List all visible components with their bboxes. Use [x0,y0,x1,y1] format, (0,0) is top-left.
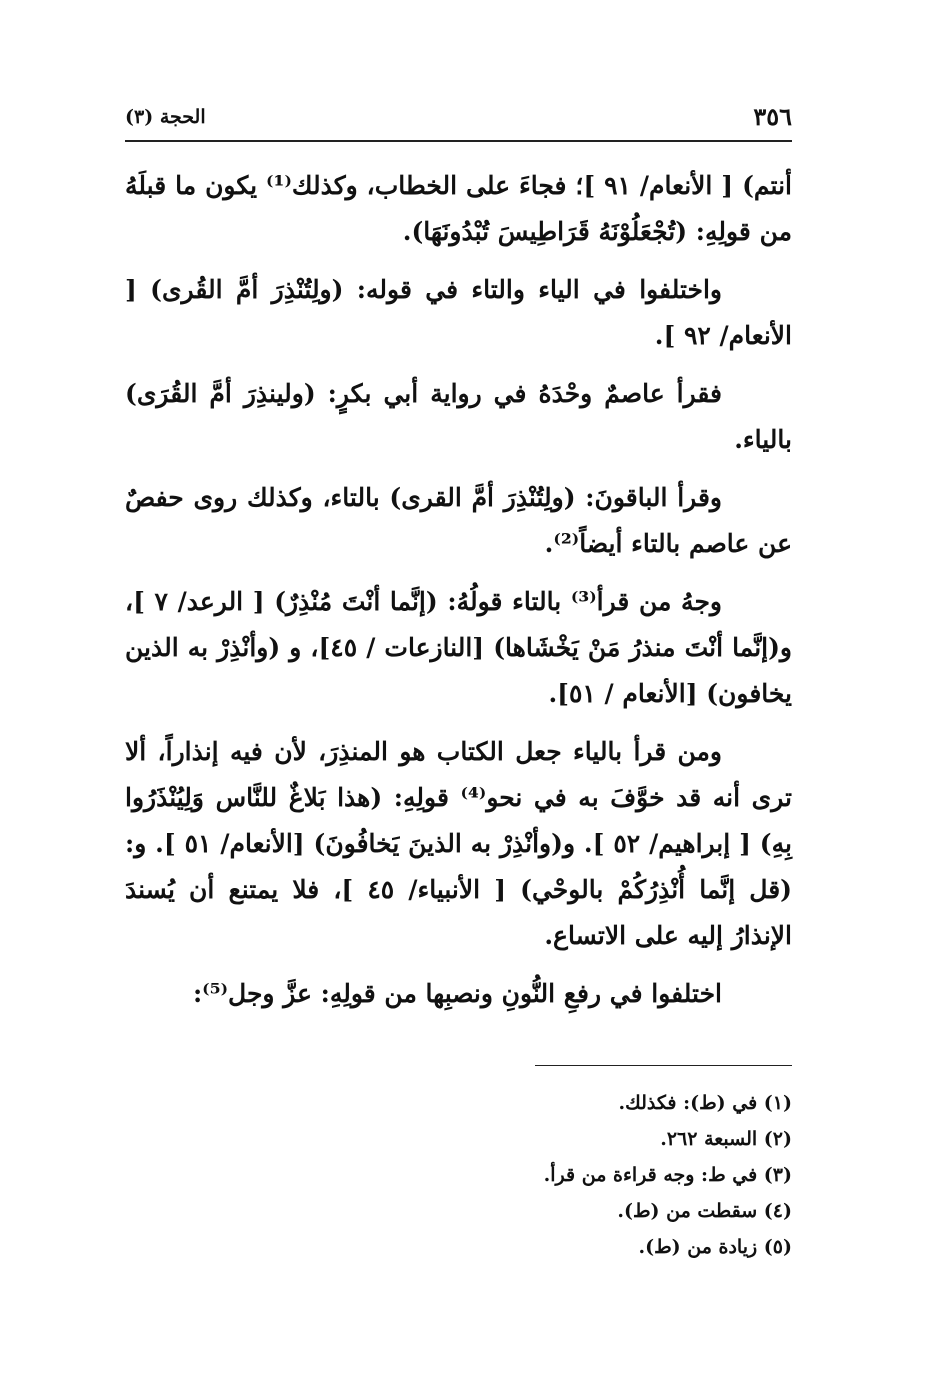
page-header [125,96,792,138]
page-number: ٣٥٦ [753,102,792,131]
paragraph: واختلفوا في الياء والتاء في قوله: (ولِتُنْذِرَ أمَّ القُرى) [ الأنعام/ ٩٢ ]. [125,275,792,350]
running-title: الحجة (٣) [125,106,206,128]
footnote: (٣) في ط: وجه قراءة من قرأ. [543,1164,792,1186]
paragraph: وجهُ من قرأ⁽³⁾ بالتاء قولُهُ: (إنَّما أنْتَ مُنْذِرٌ) [ الرعد/ ٧ ]، و(إنَّما أنْتَ منذرُ مَنْ يَخْشَاها) [النازعات / ٤٥]، و (وأنْذِرْ به الذين يخافون) [الأنعام / ٥١]. [125,587,792,708]
footnote-divider [535,1065,792,1066]
footnote: (٤) سقطت من (ط). [617,1200,792,1222]
footnotes [300,1085,792,1265]
paragraph: اختلفوا في رفعِ النُّونِ ونصبِها من قولِهِ: عزَّ وجل⁽⁵⁾: [192,979,722,1008]
paragraph: فقرأ عاصمٌ وحْدَهُ في رواية أبي بكرٍ: (ولينذِرَ أمَّ القُرَى) بالياء. [125,379,792,454]
paragraph: أنتم) [ الأنعام/ ٩١ ]؛ فجاءَ على الخطاب، وكذلك⁽¹⁾ يكون ما قبلَهُ من قولِهِ: (تُجْعَلُوْنَهُ قَرَاطِيسَ تُبْدُونَهَا). [125,171,792,246]
paragraph: ومن قرأ بالياء جعل الكتاب هو المنذِرَ، لأن فيه إنذاراً، ألا ترى أنه قد خوَّفَ به في نحو⁽⁴⁾ قولِهِ: (هذا بَلاغٌ للنَّاس وَلِيُنْذَرُوا بِهِ) [ إبراهيم/ ٥٢ ]. و(وأنْذِرْ به الذينَ يَخافُونَ) [الأنعام/ ٥١ ]. و: (قل إنَّما أُنْذِرُكُمْ بالوحْي) [ الأنبياء/ ٤٥ ]، فلا يمتنع أن يُسندَ الإنذارُ إليه على الاتساع. [125,737,793,950]
footnote: (١) في (ط): فكذلك. [618,1092,792,1114]
paragraph: وقرأ الباقونَ: (ولِتُنْذِرَ أمَّ القرى) بالتاء، وكذلك روى حفصٌ عن عاصم بالتاء أيضاً⁽²⁾. [125,483,792,558]
footnote: (٥) زيادة من (ط). [638,1236,792,1258]
main-text [125,163,792,1029]
footnote: (٢) السبعة ٢٦٢. [660,1128,792,1150]
header-divider [125,140,792,142]
